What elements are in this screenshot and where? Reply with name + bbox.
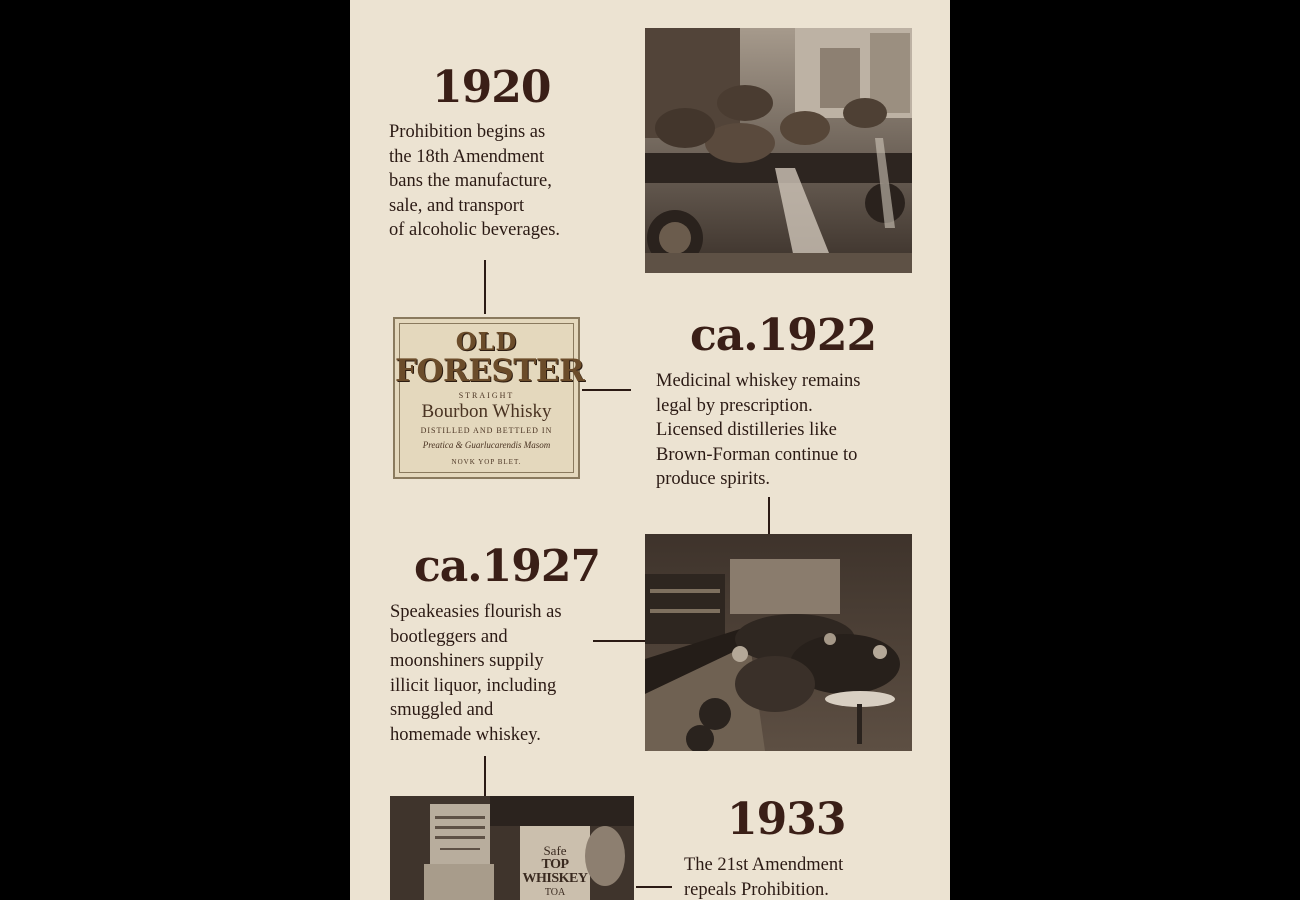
event-1933-description: The 21st Amendment repeals Prohibition. (684, 855, 844, 900)
connector-line (484, 756, 486, 796)
year-ca1922: ca.1922 (690, 310, 877, 361)
label-brand-line2: FORESTER (395, 353, 585, 389)
year-1933: 1933 (727, 794, 846, 845)
year-ca1927: ca.1927 (414, 541, 601, 592)
connector-line (593, 640, 645, 642)
label-place: NOVK YOP BLET. (451, 458, 522, 466)
crate-line1: Safe (543, 843, 567, 858)
label-brand-line1: OLD (455, 327, 518, 356)
label-script: Preatica & Guarlucarendis Masom (422, 440, 551, 450)
year-1920: 1920 (432, 62, 551, 113)
crate-line2: TOP WHISKEY (522, 857, 588, 886)
connector-line (768, 497, 770, 534)
event-ca1922-description: Medicinal whiskey remains legal by prescription. Licensed distilleries like Brown-Forman continue to produce spirits. (656, 371, 861, 490)
event-ca1927-description: Speakeasies flourish as bootleggers and moonshiners suppily illicit liquor, including smuggled and homemade whiskey. (390, 602, 562, 745)
speakeasy-photo (645, 534, 912, 751)
whiskey-crate-photo (390, 796, 634, 900)
label-distilled: DISTILLED AND BETTLED IN (420, 426, 553, 435)
old-forester-label-image (393, 317, 585, 479)
crate-line3: TOA (544, 887, 566, 898)
connector-line (484, 260, 486, 314)
label-product: Bourbon Whisky (421, 401, 552, 422)
connector-line (636, 886, 672, 888)
connector-line (582, 389, 631, 391)
crate-label-text (522, 844, 588, 900)
event-1920-description: Prohibition begins as the 18th Amendment bans the manufacture, sale, and transport of alcoholic beverages. (389, 122, 561, 241)
barrels-pouring-photo (645, 28, 912, 273)
timeline-page (350, 0, 950, 900)
label-straight: STRAIGHT (458, 391, 515, 400)
